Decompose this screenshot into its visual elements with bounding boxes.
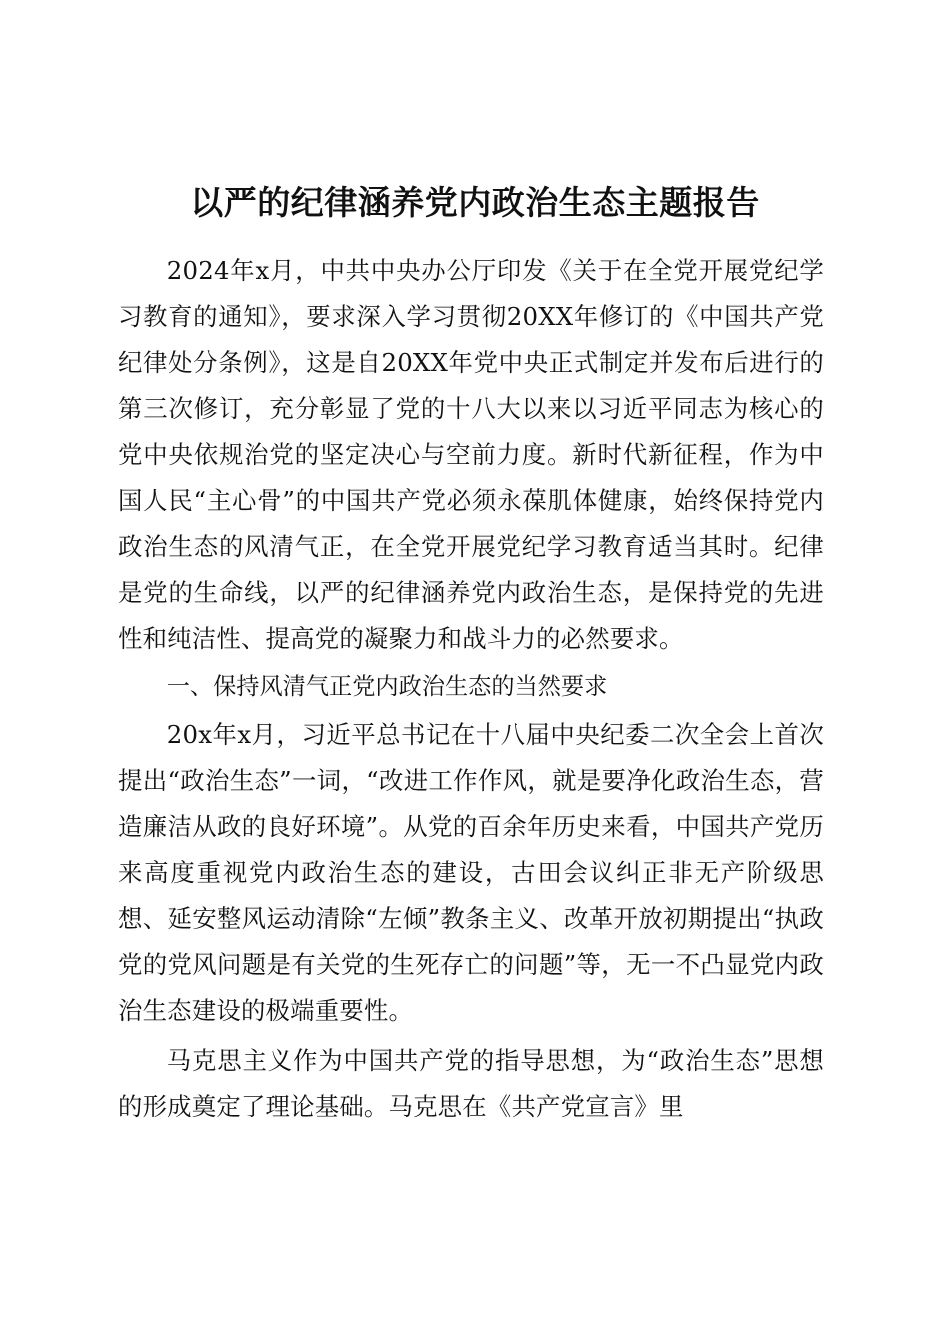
document-body — [118, 248, 824, 1130]
intro-paragraph: 2024年x月，中共中央办公厅印发《关于在全党开展党纪学习教育的通知》，要求深入学习贯彻20XX年修订的《中国共产党纪律处分条例》，这是自20XX年党中央正式制定并发布后进行的第三次修订，充分彰显了党的十八大以来以习近平同志为核心的党中央依规治党的坚定决心与空前力度。新时代新征程，作为中国人民“主心骨”的中国共产党必须永葆肌体健康，始终保持党内政治生态的风清气正，在全党开展党纪学习教育适当其时。纪律是党的生命线，以严的纪律涵养党内政治生态，是保持党的先进性和纯洁性、提高党的凝聚力和战斗力的必然要求。 — [118, 256, 824, 653]
section-paragraph: 马克思主义作为中国共产党的指导思想，为“政治生态”思想的形成奠定了理论基础。马克思在《共产党宣言》里 — [118, 1046, 824, 1121]
section-paragraph: 20x年x月，习近平总书记在十八届中央纪委二次全会上首次提出“政治生态”一词，“改进工作作风，就是要净化政治生态，营造廉洁从政的良好环境”。从党的百余年历史来看，中国共产党历来高度重视党内政治生态的建设，古田会议纠正非无产阶级思想、延安整风运动清除“左倾”教条主义、改革开放初期提出“执政党的党风问题是有关党的生死存亡的问题”等，无一不凸显党内政治生态建设的极端重要性。 — [118, 720, 824, 1025]
section-heading: 一、保持风清气正党内政治生态的当然要求 — [166, 673, 608, 700]
page-title: 以严的纪律涵养党内政治生态主题报告 — [190, 183, 760, 222]
